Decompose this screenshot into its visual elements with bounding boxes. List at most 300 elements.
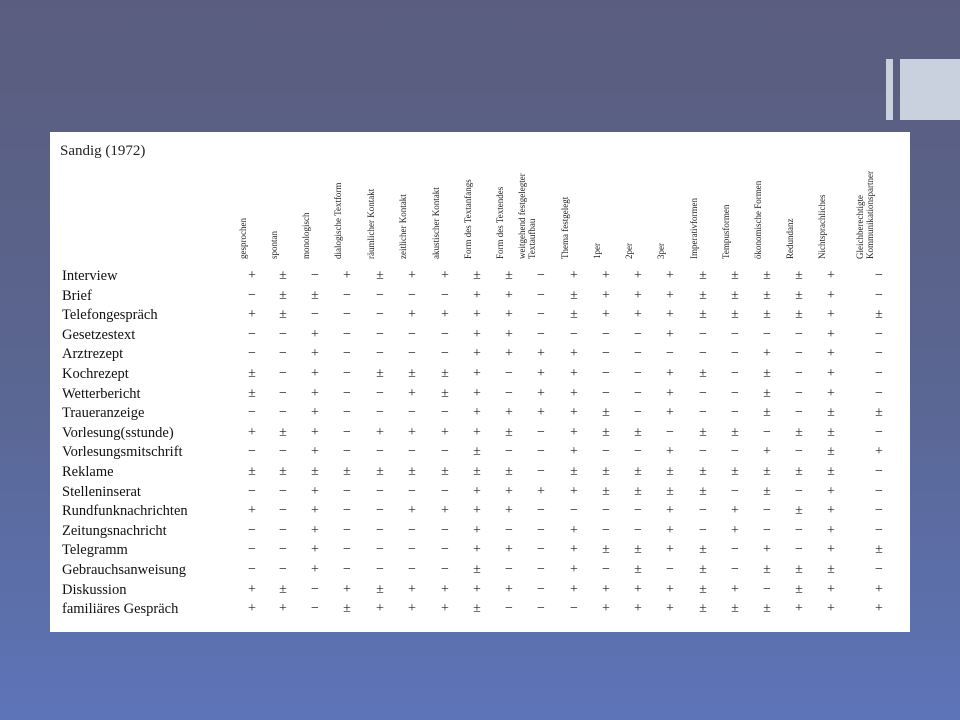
table-cell: + [602, 601, 610, 617]
table-cell: + [408, 307, 416, 323]
table-cell: + [505, 581, 513, 597]
table-cell: − [875, 424, 883, 440]
table-cell: ± [763, 307, 771, 323]
table-cell: − [408, 346, 416, 362]
table-cell: ± [666, 464, 674, 479]
table-cell: + [473, 346, 481, 362]
table-cell: ± [699, 366, 707, 381]
table-cell: − [537, 287, 545, 303]
table-cell: + [666, 522, 674, 538]
table-cell: − [875, 483, 883, 499]
table-cell: − [634, 522, 642, 538]
table-cell: − [875, 268, 883, 283]
table-cell: − [602, 385, 610, 401]
table-cell: + [827, 522, 835, 538]
table-cell: − [343, 542, 351, 558]
column-header [721, 204, 732, 259]
table-cell: + [666, 444, 674, 460]
table-cell: − [408, 562, 416, 577]
table-cell: − [343, 522, 351, 538]
table-cell: − [731, 542, 739, 558]
table-cell: + [473, 503, 481, 519]
table-cell: + [570, 405, 578, 421]
table-cell: − [602, 366, 610, 381]
table-cell: + [602, 307, 610, 323]
table-cell: ± [763, 483, 771, 499]
table-cell: + [666, 385, 674, 401]
table-cell: + [311, 424, 319, 440]
column-header-label: zeitlicher Kontakt [398, 194, 408, 259]
column-header [560, 196, 571, 259]
table-cell: − [311, 307, 319, 323]
table-cell: + [634, 287, 642, 303]
column-header [495, 186, 506, 259]
column-header [463, 179, 474, 259]
table-cell: − [763, 581, 771, 597]
decorative-bar-wide [900, 59, 960, 120]
column-header-label: 2per [624, 243, 634, 259]
table-cell: + [634, 581, 642, 597]
column-header [398, 194, 409, 259]
column-header-label: Gleichberechtigte Kommunikationspartner [855, 171, 875, 259]
table-cell: + [827, 385, 835, 401]
table-cell: ± [602, 424, 610, 440]
table-cell: − [505, 444, 513, 460]
table-cell: + [666, 503, 674, 519]
table-cell: + [666, 601, 674, 617]
table-cell: ± [441, 464, 449, 479]
table-cell: + [376, 424, 384, 440]
table-cell: − [537, 581, 545, 597]
table-cell: − [441, 326, 449, 342]
column-header-label: räumlicher Kontakt [366, 188, 376, 259]
table-cell: ± [343, 601, 351, 617]
table-cell: ± [634, 562, 642, 577]
table-cell: − [634, 503, 642, 519]
table-cell: − [441, 444, 449, 460]
table-cell: ± [279, 464, 287, 479]
table-cell: − [311, 601, 319, 617]
column-header [753, 180, 764, 259]
column-header [785, 218, 796, 259]
row-label: Arztrezept [62, 346, 124, 363]
table-cell: ± [763, 268, 771, 283]
table-cell: ± [279, 424, 287, 440]
table-cell: − [666, 562, 674, 577]
table-cell: + [505, 326, 513, 342]
table-cell: + [827, 483, 835, 499]
table-cell: + [505, 503, 513, 519]
table-cell: ± [763, 562, 771, 577]
table-cell: − [343, 326, 351, 342]
table-cell: + [537, 366, 545, 381]
table-cell: + [634, 268, 642, 283]
table-cell: ± [731, 307, 739, 323]
table-cell: ± [699, 268, 707, 283]
table-cell: − [731, 483, 739, 499]
table-cell: ± [505, 424, 513, 440]
table-cell: − [699, 522, 707, 538]
column-header [592, 243, 603, 259]
table-cell: + [666, 287, 674, 303]
table-cell: + [248, 268, 256, 283]
table-cell: ± [875, 405, 883, 421]
table-cell: − [731, 444, 739, 460]
table-cell: ± [731, 601, 739, 617]
table-cell: − [537, 444, 545, 460]
table-cell: + [570, 424, 578, 440]
table-cell: − [376, 503, 384, 519]
table-cell: − [376, 444, 384, 460]
scanned-table-document [50, 132, 910, 632]
table-cell: − [408, 405, 416, 421]
row-label: Telefongespräch [62, 307, 158, 324]
table-cell: − [376, 287, 384, 303]
table-cell: ± [795, 562, 803, 577]
table-cell: ± [441, 385, 449, 401]
table-cell: − [408, 287, 416, 303]
column-header [689, 198, 700, 259]
table-cell: − [408, 522, 416, 538]
table-cell: − [666, 346, 674, 362]
table-cell: − [731, 385, 739, 401]
table-cell: − [602, 562, 610, 577]
table-cell: − [376, 483, 384, 499]
table-cell: − [376, 326, 384, 342]
table-cell: − [634, 405, 642, 421]
table-cell: − [795, 366, 803, 381]
table-cell: − [875, 562, 883, 577]
row-label: familiäres Gespräch [62, 601, 179, 618]
table-cell: − [343, 503, 351, 519]
table-cell: − [248, 542, 256, 558]
table-cell: ± [731, 464, 739, 479]
table-cell: + [537, 346, 545, 362]
table-cell: ± [699, 483, 707, 499]
table-cell: − [376, 385, 384, 401]
table-cell: + [473, 326, 481, 342]
table-cell: ± [699, 601, 707, 617]
table-cell: − [343, 405, 351, 421]
column-header-label: 1per [592, 243, 602, 259]
table-cell: − [602, 522, 610, 538]
table-cell: + [827, 581, 835, 597]
table-cell: ± [699, 581, 707, 597]
table-cell: − [441, 346, 449, 362]
table-cell: ± [827, 405, 835, 421]
table-cell: ± [570, 307, 578, 323]
table-cell: − [602, 444, 610, 460]
column-header-label: Nichtsprachliches [817, 194, 827, 259]
table-cell: + [602, 287, 610, 303]
table-cell: ± [795, 268, 803, 283]
table-cell: + [311, 385, 319, 401]
table-cell: + [311, 503, 319, 519]
table-cell: ± [408, 366, 416, 381]
table-cell: − [634, 366, 642, 381]
table-cell: ± [827, 464, 835, 479]
table-cell: ± [763, 287, 771, 303]
table-cell: ± [279, 268, 287, 283]
table-cell: ± [248, 385, 256, 401]
table-cell: + [311, 483, 319, 499]
table-cell: − [875, 464, 883, 479]
column-header-label: weitgehend festgelegter Textaufbau [517, 173, 537, 259]
table-cell: − [279, 444, 287, 460]
table-cell: + [570, 385, 578, 401]
table-cell: ± [602, 464, 610, 479]
table-cell: + [763, 542, 771, 558]
table-cell: ± [248, 464, 256, 479]
table-cell: + [311, 562, 319, 577]
table-cell: − [279, 385, 287, 401]
table-cell: ± [763, 405, 771, 421]
row-label: Wetterbericht [62, 385, 141, 402]
table-cell: + [537, 405, 545, 421]
table-cell: − [763, 522, 771, 538]
table-cell: + [875, 581, 883, 597]
table-cell: − [699, 346, 707, 362]
table-cell: + [311, 346, 319, 362]
table-cell: − [248, 287, 256, 303]
table-cell: + [666, 581, 674, 597]
table-cell: − [602, 503, 610, 519]
table-cell: ± [795, 464, 803, 479]
table-cell: − [795, 522, 803, 538]
table-cell: − [537, 542, 545, 558]
table-cell: ± [699, 424, 707, 440]
column-header-label: Form des Textanfangs [463, 179, 473, 259]
table-cell: + [311, 405, 319, 421]
table-cell: + [473, 424, 481, 440]
table-cell: − [537, 601, 545, 617]
table-cell: + [827, 366, 835, 381]
table-cell: − [570, 503, 578, 519]
table-cell: ± [763, 464, 771, 479]
column-header [431, 187, 442, 259]
table-cell: + [827, 287, 835, 303]
table-cell: + [827, 307, 835, 323]
row-label: Vorlesungsmitschrift [62, 444, 183, 461]
table-cell: − [666, 424, 674, 440]
table-cell: − [408, 542, 416, 558]
table-cell: ± [795, 503, 803, 519]
table-cell: − [343, 346, 351, 362]
column-header-label: dialogische Textform [333, 182, 343, 259]
table-cell: − [376, 522, 384, 538]
table-cell: − [279, 405, 287, 421]
table-cell: − [408, 326, 416, 342]
row-label: Zeitungsnachricht [62, 522, 167, 539]
table-cell: ± [827, 562, 835, 577]
table-cell: + [441, 581, 449, 597]
table-cell: − [634, 444, 642, 460]
column-header-label: Redundanz [785, 218, 795, 259]
table-cell: − [343, 562, 351, 577]
table-cell: + [408, 601, 416, 617]
table-cell: + [408, 385, 416, 401]
table-cell: + [827, 601, 835, 617]
table-cell: + [602, 268, 610, 283]
table-cell: + [505, 287, 513, 303]
table-cell: ± [634, 542, 642, 558]
table-cell: + [666, 268, 674, 283]
table-cell: + [827, 542, 835, 558]
table-cell: + [763, 346, 771, 362]
table-cell: ± [763, 601, 771, 617]
table-cell: − [634, 385, 642, 401]
table-cell: + [795, 601, 803, 617]
table-cell: − [602, 326, 610, 342]
table-cell: + [570, 346, 578, 362]
source-title: Sandig (1972) [60, 143, 146, 159]
table-cell: − [875, 366, 883, 381]
table-cell: ± [311, 464, 319, 479]
table-cell: ± [666, 483, 674, 499]
column-header [855, 171, 876, 259]
table-cell: + [731, 581, 739, 597]
table-cell: + [875, 601, 883, 617]
table-cell: − [505, 366, 513, 381]
row-label: Traueranzeige [62, 405, 145, 422]
table-cell: − [795, 326, 803, 342]
table-cell: − [795, 444, 803, 460]
table-cell: ± [473, 562, 481, 577]
table-cell: − [279, 522, 287, 538]
table-cell: − [343, 424, 351, 440]
table-cell: + [570, 542, 578, 558]
table-cell: ± [795, 287, 803, 303]
table-cell: ± [570, 287, 578, 303]
decorative-bar-thin [886, 59, 893, 120]
table-cell: − [343, 366, 351, 381]
table-cell: ± [731, 268, 739, 283]
table-cell: ± [570, 464, 578, 479]
table-cell: − [537, 464, 545, 479]
column-header [817, 194, 828, 259]
table-cell: + [473, 405, 481, 421]
table-cell: + [473, 287, 481, 303]
table-cell: − [343, 287, 351, 303]
table-cell: + [376, 601, 384, 617]
table-cell: − [376, 346, 384, 362]
table-cell: − [795, 405, 803, 421]
table-cell: ± [634, 483, 642, 499]
table-cell: ± [376, 581, 384, 597]
table-cell: + [473, 307, 481, 323]
table-cell: − [875, 346, 883, 362]
table-cell: + [441, 601, 449, 617]
table-cell: − [537, 268, 545, 283]
column-header-label: Imperativformen [689, 198, 699, 259]
table-cell: + [343, 268, 351, 283]
table-cell: − [795, 542, 803, 558]
table-cell: ± [699, 307, 707, 323]
table-cell: − [875, 287, 883, 303]
table-cell: − [763, 424, 771, 440]
table-cell: + [634, 307, 642, 323]
table-cell: + [248, 424, 256, 440]
column-header [624, 243, 635, 259]
table-cell: − [505, 385, 513, 401]
table-cell: − [795, 483, 803, 499]
table-cell: ± [279, 581, 287, 597]
table-cell: − [731, 366, 739, 381]
table-cell: ± [875, 542, 883, 558]
table-cell: ± [795, 307, 803, 323]
table-cell: − [731, 326, 739, 342]
table-cell: − [875, 326, 883, 342]
table-cell: − [279, 503, 287, 519]
table-cell: + [311, 542, 319, 558]
table-cell: + [731, 503, 739, 519]
column-header [333, 182, 344, 259]
table-cell: − [570, 601, 578, 617]
table-cell: ± [376, 464, 384, 479]
row-label: Gebrauchsanweisung [62, 562, 187, 578]
row-label: Gesetzestext [62, 326, 136, 343]
table-cell: − [537, 562, 545, 577]
table-cell: − [505, 562, 513, 577]
table-cell: − [731, 562, 739, 577]
table-cell: + [537, 385, 545, 401]
table-cell: ± [827, 444, 835, 460]
table-cell: + [827, 503, 835, 519]
table-cell: − [875, 503, 883, 519]
table-cell: + [248, 601, 256, 617]
table-cell: − [441, 522, 449, 538]
table-cell: − [505, 601, 513, 617]
table-cell: − [343, 307, 351, 323]
table-cell: + [441, 424, 449, 440]
table-cell: ± [279, 307, 287, 323]
table-cell: − [602, 346, 610, 362]
table-cell: ± [602, 483, 610, 499]
table-cell: ± [699, 562, 707, 577]
table-cell: − [537, 307, 545, 323]
table-cell: + [473, 366, 481, 381]
table-cell: ± [875, 307, 883, 323]
table-cell: − [505, 522, 513, 538]
table-cell: + [311, 444, 319, 460]
table-cell: − [699, 385, 707, 401]
table-cell: − [248, 522, 256, 538]
table-cell: − [731, 405, 739, 421]
table-cell: ± [731, 287, 739, 303]
table-cell: + [311, 326, 319, 342]
table-cell: + [634, 601, 642, 617]
table-cell: + [666, 542, 674, 558]
table-cell: + [441, 307, 449, 323]
table-cell: + [570, 581, 578, 597]
table-cell: ± [408, 464, 416, 479]
column-header-label: Tempusformen [721, 204, 731, 259]
table-cell: − [376, 542, 384, 558]
table-cell: − [699, 503, 707, 519]
row-label: Vorlesung(sstunde) [62, 424, 174, 441]
table-cell: − [248, 405, 256, 421]
column-header-label: monologisch [301, 212, 311, 259]
table-cell: ± [763, 385, 771, 401]
table-cell: ± [248, 366, 256, 381]
table-cell: − [699, 326, 707, 342]
row-label: Diskussion [62, 581, 127, 598]
row-label: Kochrezept [62, 366, 129, 382]
table-cell: ± [473, 444, 481, 460]
table-cell: + [505, 346, 513, 362]
table-cell: − [441, 287, 449, 303]
table-cell: − [248, 326, 256, 342]
